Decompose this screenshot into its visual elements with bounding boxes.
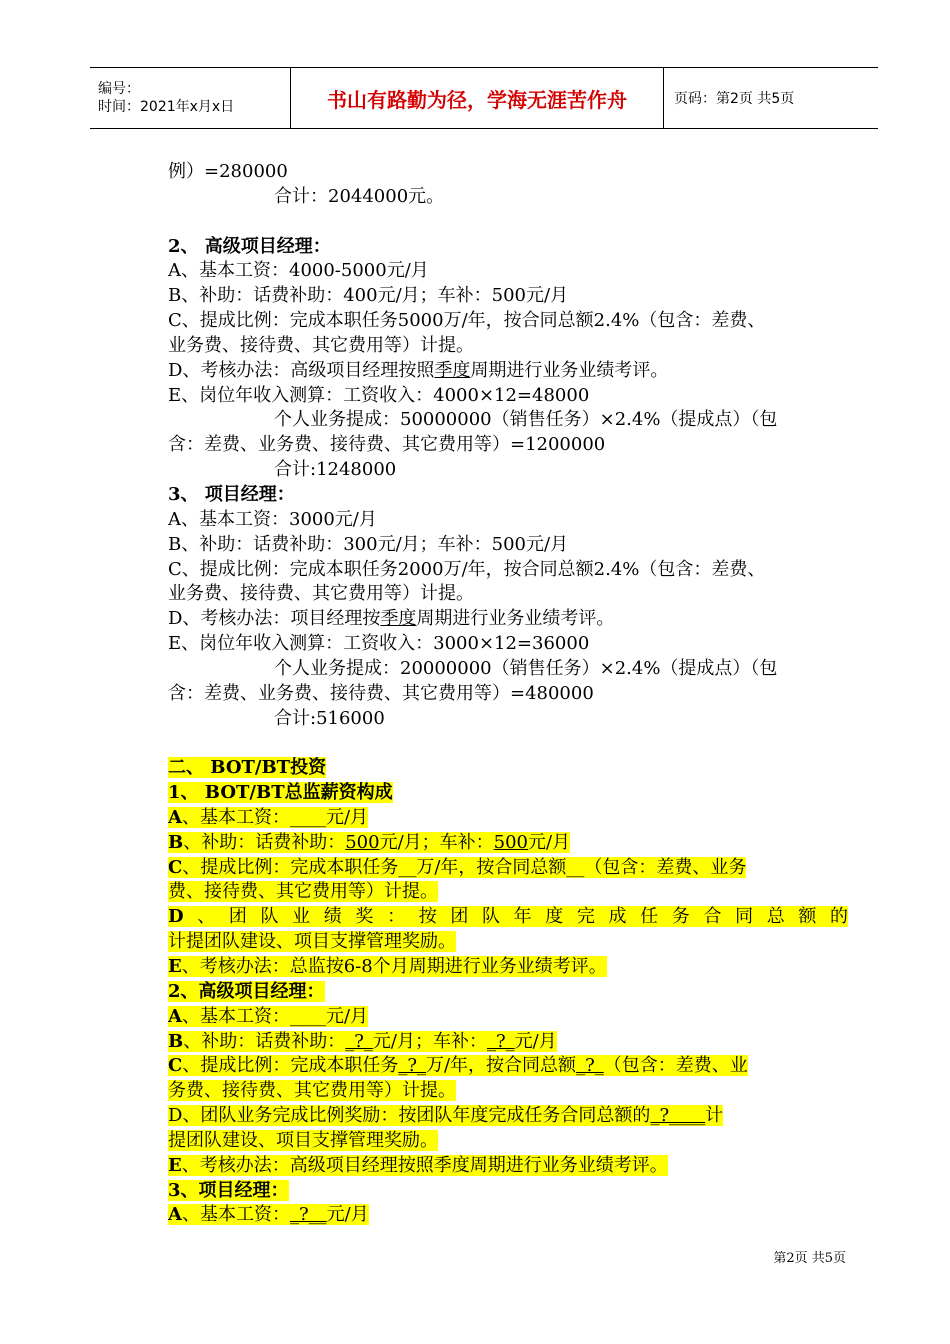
blank-field: __ [566, 856, 585, 878]
text-run: 元/月；车补： [379, 831, 494, 853]
blank-field: _?__ [289, 1204, 327, 1226]
blank-line [168, 210, 848, 235]
highlighted-text: 务费、接待费、其它费用等）计提。 [168, 1080, 456, 1102]
text-line: B、补助：话费补助：300元/月；车补：500元/月 [168, 533, 569, 555]
text-run: 、基本工资： [181, 1005, 290, 1027]
blank-field: ____ [289, 1005, 326, 1027]
text-run: 元/月 [325, 1005, 369, 1027]
text-line: C、提成比例：完成本职任务5000万/年，按合同总额2.4%（包含：差费、 [168, 310, 766, 332]
blank-field: ____ [289, 806, 326, 828]
page-number-label: 页码：第2页 共5页 [674, 91, 795, 107]
item-letter: B [168, 831, 184, 853]
text-line [168, 880, 848, 905]
text-run: 、考核办法：总监按6-8个月周期进行业务业绩考评。 [181, 956, 607, 977]
blank-field: _?_ [345, 1030, 373, 1052]
item-letter: C [168, 856, 183, 878]
text-line: A、基本工资：3000元/月 [168, 508, 377, 530]
text-run: 万/年，按合同总额 [416, 856, 567, 878]
item-letter: E [168, 956, 182, 977]
text-run: 元/月 [528, 831, 571, 853]
text-line [168, 1005, 848, 1030]
text-run: 万/年，按合同总额 [425, 1055, 577, 1077]
text-run: 周期进行业务业绩考评。 [416, 608, 615, 630]
text-line: 合计:516000 [274, 707, 385, 729]
blank-field: __ [398, 856, 417, 878]
text-line [168, 1030, 848, 1055]
text-line [168, 1129, 848, 1154]
item-letter: C [168, 1055, 183, 1077]
text-line [168, 1154, 848, 1179]
text-run: D、考核办法：项目经理按 [168, 608, 381, 630]
text-line: 含：差费、业务费、接待费、其它费用等）=1200000 [168, 434, 606, 456]
highlighted-text: 计提团队建设、项目支撑管理奖励。 [168, 931, 456, 953]
section-heading: 2、 高级项目经理： [168, 235, 331, 257]
highlighted-text: 二、 BOT/BT投资 [168, 757, 327, 779]
text-run: 、提成比例：完成本职任务 [182, 856, 399, 878]
text-run: 周期进行业务业绩考评。 [470, 359, 669, 381]
section-heading: 3、 项目经理： [168, 483, 295, 505]
text-run: 、基本工资： [181, 806, 290, 828]
text-line [168, 1203, 848, 1228]
blank-field: _?_ [576, 1055, 604, 1077]
item-letter: A [168, 1005, 182, 1027]
text-line: A、基本工资：4000-5000元/月 [168, 260, 429, 282]
text-line [168, 930, 848, 955]
text-line: 例）=280000 [168, 161, 288, 182]
text-line: 业务费、接待费、其它费用等）计提。 [168, 583, 474, 605]
text-line [168, 1104, 848, 1129]
underlined-value: 500 [345, 831, 380, 853]
highlighted-text: 提团队建设、项目支撑管理奖励。 [168, 1129, 438, 1151]
section-heading [168, 980, 848, 1005]
text-line: 合计：2044000元。 [274, 185, 445, 207]
blank-line [168, 731, 848, 756]
text-line: E、岗位年收入测算：工资收入：4000×12=48000 [168, 384, 590, 406]
text-line [168, 831, 848, 856]
text-line [168, 905, 848, 930]
text-line [168, 856, 848, 881]
text-line: 业务费、接待费、其它费用等）计提。 [168, 334, 474, 356]
text-line [168, 1054, 848, 1079]
text-run: 、基本工资： [181, 1204, 290, 1226]
text-run: 、团队业务完成比例奖励：按团队年度完成任务合同总额的 [182, 1105, 651, 1127]
text-run: 、团队业绩奖：按团队年度完成任务合同总额的 [183, 906, 848, 928]
section-heading [168, 756, 848, 781]
text-line: 个人业务提成：20000000（销售任务）×2.4%（提成点）（包 [274, 657, 778, 679]
doc-number-label: 编号： [98, 81, 140, 97]
underlined-value: 500 [493, 831, 529, 853]
blank-field: _?____ [650, 1105, 706, 1127]
item-letter: D [168, 1105, 183, 1127]
motto-text: 书山有路勤为径，学海无涯苦作舟 [327, 87, 627, 112]
highlighted-text: 3、项目经理： [168, 1179, 289, 1201]
item-letter: A [168, 806, 182, 828]
text-run: 、提成比例：完成本职任务 [182, 1055, 399, 1077]
text-run: 、补助：话费补助： [183, 831, 346, 853]
text-run: （包含：差费、业 [603, 1055, 748, 1077]
page-header [90, 67, 878, 129]
item-letter: B [168, 1030, 184, 1052]
text-run: 、补助：话费补助： [183, 1030, 346, 1052]
text-run: 元/月；车补： [372, 1030, 487, 1052]
text-line [168, 1079, 848, 1104]
text-line: 合计:1248000 [274, 459, 397, 481]
highlighted-text: 费、接待费、其它费用等）计提。 [168, 881, 438, 903]
text-line [168, 359, 848, 384]
page-footer: 第2页 共5页 [773, 1251, 846, 1266]
highlighted-text: 2、高级项目经理： [168, 980, 325, 1002]
text-line: E、岗位年收入测算：工资收入：3000×12=36000 [168, 633, 590, 655]
text-run: 元/月 [325, 806, 369, 828]
text-run: 元/月 [326, 1204, 369, 1226]
highlighted-text: 1、 BOT/BT总监薪资构成 [168, 782, 393, 804]
text-run: D、考核办法：高级项目经理按照 [168, 359, 435, 381]
text-line: B、补助：话费补助：400元/月；车补：500元/月 [168, 285, 569, 307]
item-letter: A [168, 1204, 182, 1226]
header-meta [90, 68, 291, 128]
text-line: 含：差费、业务费、接待费、其它费用等）=480000 [168, 682, 594, 704]
header-motto [291, 68, 664, 128]
blank-field: _?_ [486, 1030, 515, 1052]
underlined-text: 季度 [434, 359, 471, 381]
section-heading [168, 1179, 848, 1204]
text-line [168, 607, 848, 632]
document-body [168, 160, 848, 1228]
text-run: （包含：差费、业务 [584, 856, 747, 878]
doc-time-label: 时间：2021年x月x日 [98, 99, 235, 115]
item-letter: E [168, 1154, 182, 1176]
text-run: 元/月 [514, 1030, 557, 1052]
section-heading [168, 781, 848, 806]
blank-field: _?_ [398, 1055, 426, 1077]
text-run: 计 [705, 1105, 724, 1127]
item-letter: D [168, 906, 184, 928]
text-line [168, 955, 848, 980]
text-line: 个人业务提成：50000000（销售任务）×2.4%（提成点）（包 [274, 409, 778, 431]
underlined-text: 季度 [380, 608, 417, 630]
text-line: C、提成比例：完成本职任务2000万/年，按合同总额2.4%（包含：差费、 [168, 558, 766, 580]
header-page [664, 68, 878, 128]
text-run: 、考核办法：高级项目经理按照季度周期进行业务业绩考评。 [181, 1154, 668, 1176]
text-line [168, 806, 848, 831]
